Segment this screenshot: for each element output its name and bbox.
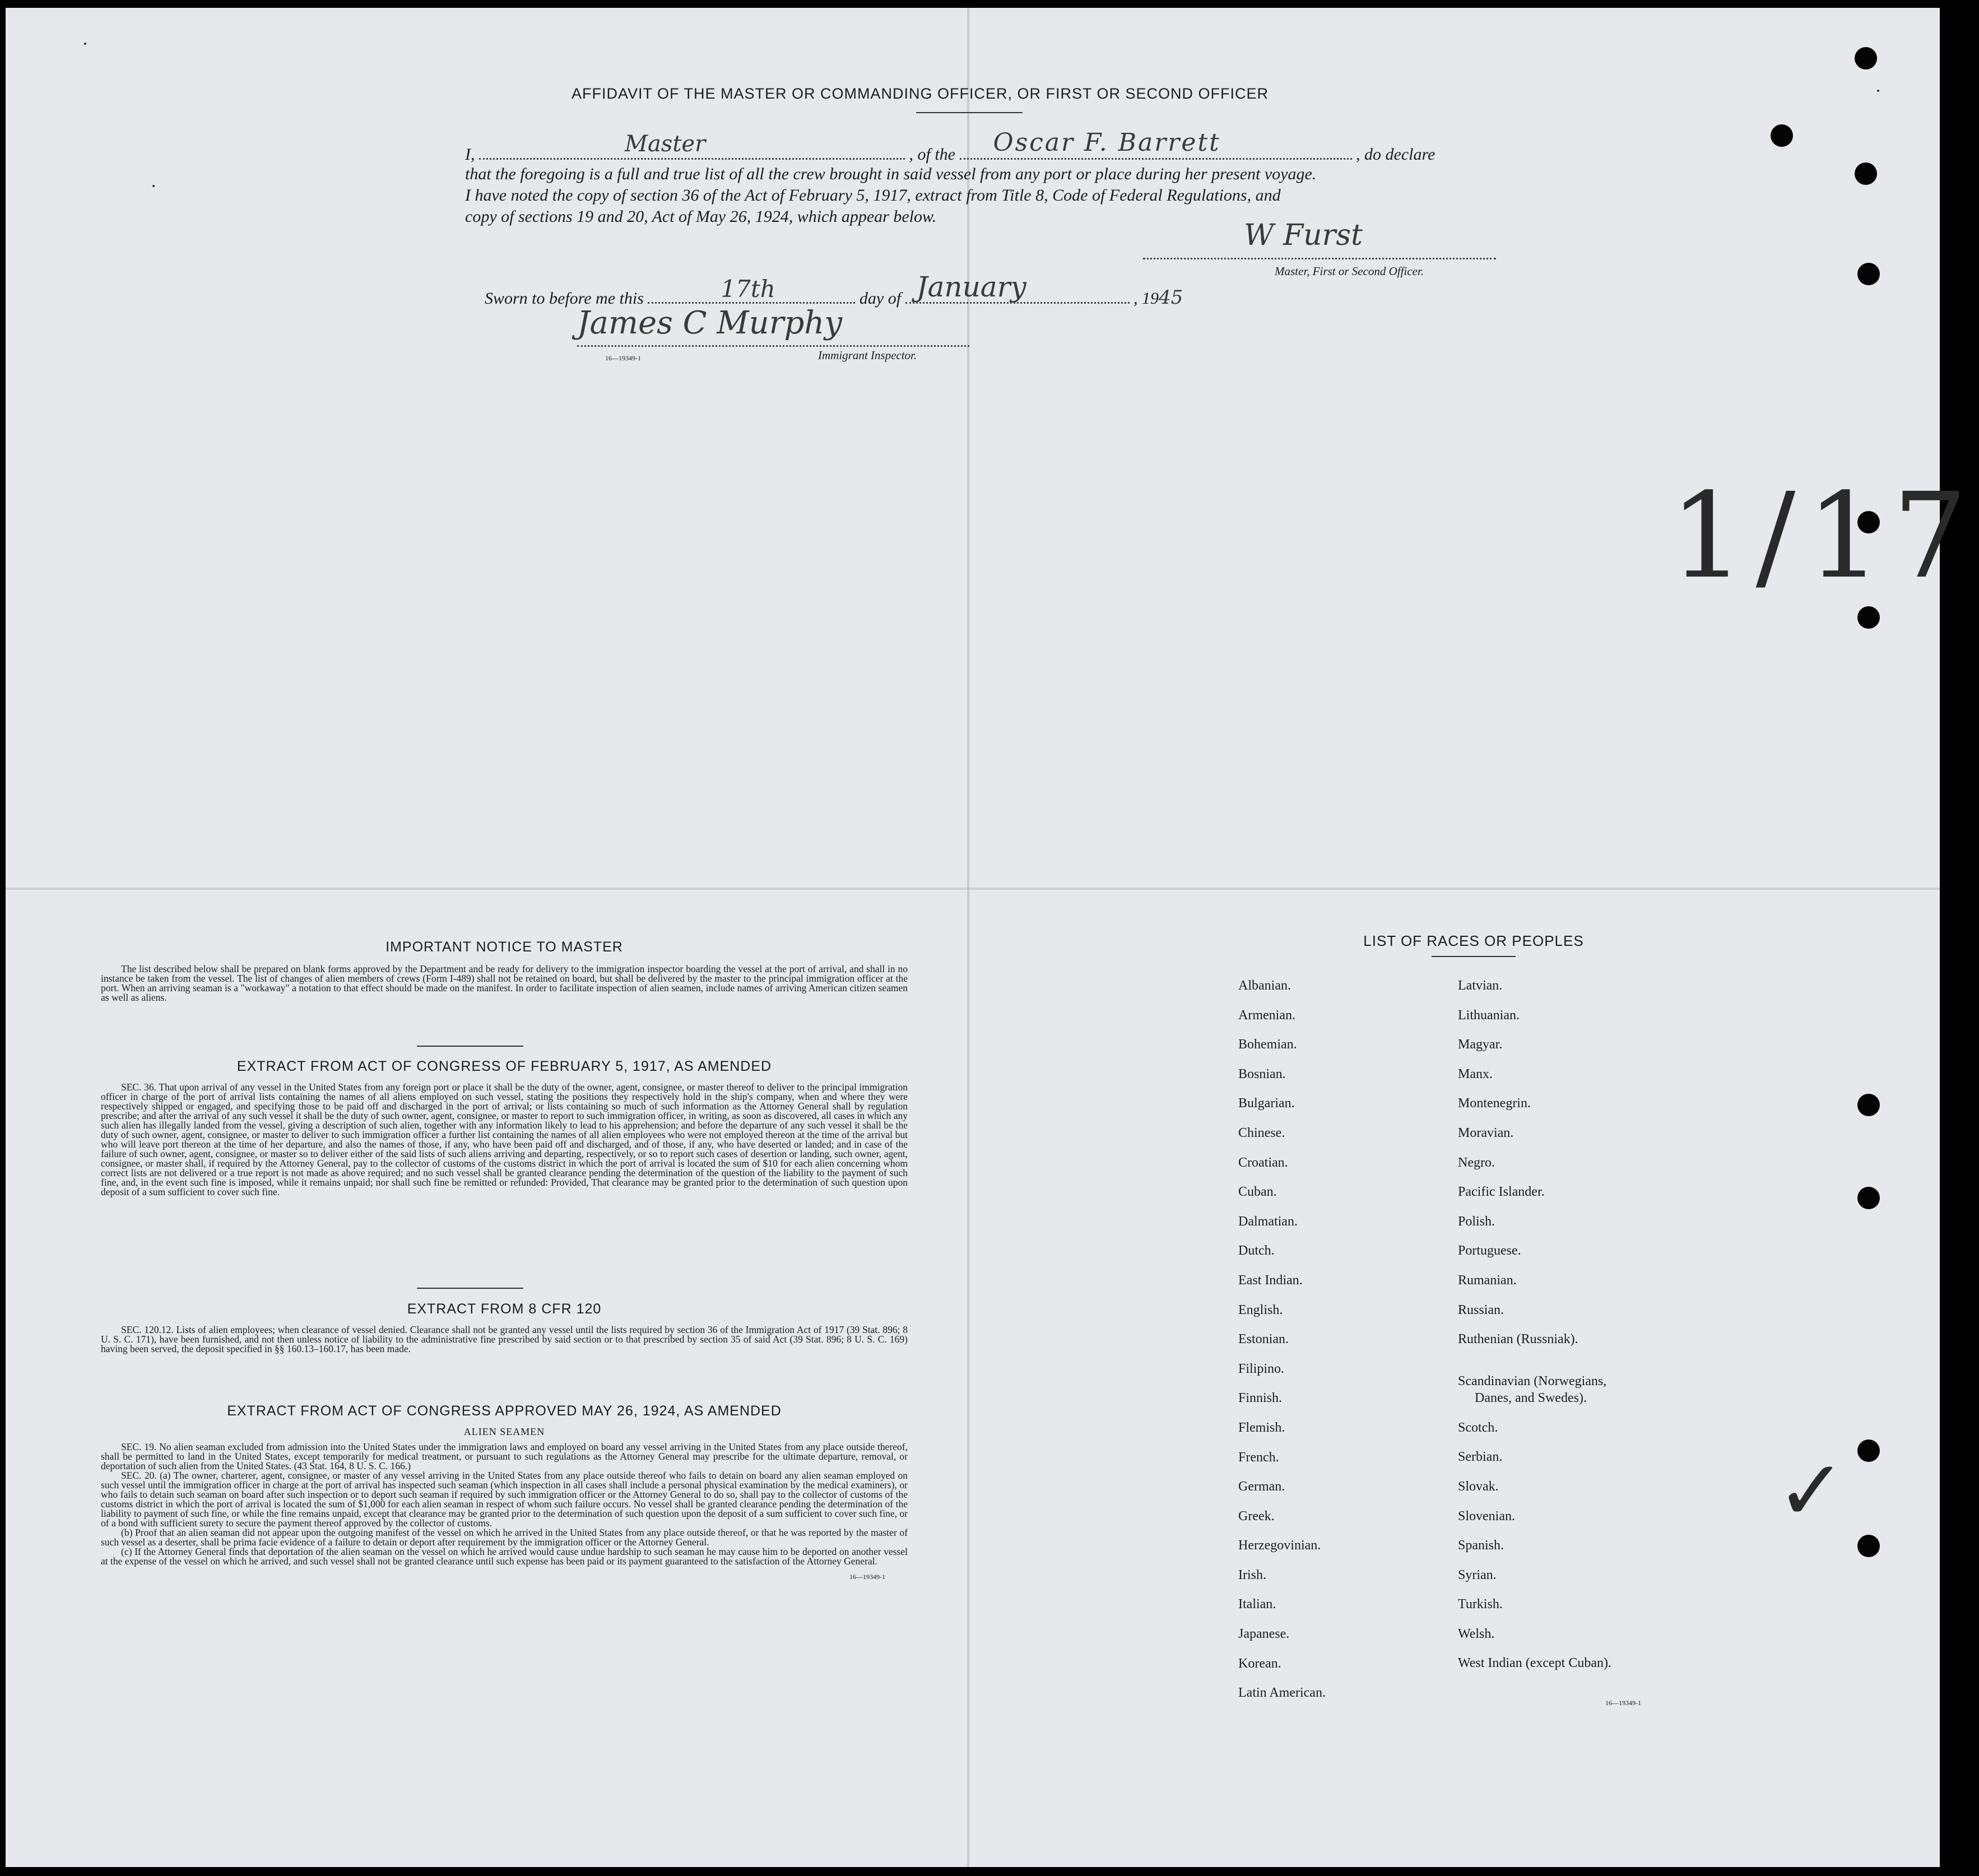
extract-form-number: 16—19349-1 <box>849 1573 885 1581</box>
extract-1924-paragraph: (c) If the Attorney General finds that deportation of the alien seaman on the vessel on which he arrived would cause undue hardship to such seaman he may cause him to be deported on another vessel at the expense of the vessel on which he arrived, and such vessel shall not be granted clearance until such expense has been paid or its payment guaranteed to the satisfaction of the Attorney General. <box>101 1546 908 1567</box>
extract-1924-section <box>101 1403 908 1581</box>
speck <box>152 185 155 187</box>
race-item: Japanese. <box>1238 1627 1290 1642</box>
punch-hole <box>1855 47 1877 69</box>
race-item: English. <box>1238 1302 1283 1317</box>
extract-cfr-section <box>101 1301 908 1354</box>
notice-text <box>101 964 908 1002</box>
affidavit-line-4: copy of sections 19 and 20, Act of May 26, 1924, which appear below. <box>465 207 937 226</box>
extract-cfr-text <box>101 1325 908 1354</box>
section-rule <box>417 1288 523 1289</box>
race-item: Albanian. <box>1238 978 1291 993</box>
race-item: Slovak. <box>1458 1479 1499 1494</box>
affidavit-form-number: 16—19349-1 <box>605 354 641 362</box>
sworn-day: 17th <box>721 275 775 303</box>
race-item: Cuban. <box>1238 1185 1277 1200</box>
race-item: Flemish. <box>1238 1420 1285 1435</box>
sworn-day-of: day of <box>859 289 902 308</box>
extract-cfr-paragraph: SEC. 120.12. Lists of alien employees; when clearance of vessel denied. Clearance shall not be granted any vessel until the lists required by section 36 of the Immigration Act of 1917 (39 Stat. 896; 8 U. S. C. 171), have been furnished, and not then unless notice of liability to the administrative fine prescribed by said section or to that prescribed by section 35 of said Act (39 Stat. 896; 8 U. S. C. 169) having been served, the deposit specified in §§ 160.13–160.17, has been made. <box>101 1324 908 1354</box>
extract-cfr-title: EXTRACT FROM 8 CFR 120 <box>407 1301 602 1317</box>
race-item: Bohemian. <box>1238 1037 1297 1052</box>
officer-signature-line <box>1143 258 1496 259</box>
handwritten-rank: Master <box>625 131 706 157</box>
inspector-signature-line <box>577 345 969 347</box>
affidavit-of-the: , of the <box>909 145 955 164</box>
speck <box>1877 90 1879 92</box>
extract-1924-paragraph: (b) Proof that an alien seaman did not appear upon the outgoing manifest of the vessel on which he arrived in the United States from any place outside thereof, or that he was reported by the master of such vessel as a deserter, shall be prima facie evidence of a failure to detain or deport after requirement by the immigration officer or the Attorney General. <box>101 1527 908 1548</box>
race-item: Turkish. <box>1458 1597 1503 1612</box>
race-item: Finnish. <box>1238 1391 1283 1406</box>
punch-hole <box>1857 1535 1880 1557</box>
race-item: Croatian. <box>1238 1155 1288 1170</box>
inspector-signature: James C Murphy <box>577 305 842 341</box>
race-item: Danes, and Swedes). <box>1475 1390 1587 1405</box>
race-item: Slovenian. <box>1458 1508 1515 1524</box>
punch-hole <box>1857 1187 1880 1209</box>
race-item: Herzegovinian. <box>1238 1538 1321 1553</box>
race-item: Latvian. <box>1458 978 1503 993</box>
sworn-month: January <box>916 271 1026 303</box>
sworn-prefix: Sworn to before me this <box>485 289 644 308</box>
punch-hole <box>1857 263 1880 285</box>
handwritten-page-note: 1/17 <box>1670 467 1979 605</box>
race-item: Scotch. <box>1458 1420 1498 1435</box>
affidavit-do-declare: , do declare <box>1356 145 1436 164</box>
notice-section <box>101 939 908 1002</box>
race-item: Welsh. <box>1458 1626 1495 1641</box>
races-right-column <box>1458 978 1611 1685</box>
document-page <box>6 8 1979 1867</box>
extract-1924-title: EXTRACT FROM ACT OF CONGRESS APPROVED MAY 26, 1924, AS AMENDED <box>227 1403 782 1419</box>
extract-1917-paragraph: SEC. 36. That upon arrival of any vessel in the United States from any foreign port or place it shall be the duty of the owner, agent, consignee, or master thereof to deliver to the principal immigration officer in charge of the port of arrival lists containing the names of all aliens employed on such vessel, stating the positions they respectively hold in the ship's company, when and where they were respectively shipped or engaged, and specifying those to be paid off and discharged in the port of arrival; or lists containing so much of such information as the Attorney General shall by regulation prescribe; and after the arrival of any such vessel it shall be the duty of such owner, agent, consignee, or master to report to such immigration officer, in writing, as soon as discovered, all cases in which any such alien has illegally landed from the vessel, giving a description of such alien, together with any information likely to lead to his apprehension; and before the departure of any such vessel it shall be the duty of such owner, agent, consignee, or master to deliver to such immigration officer a further list containing the names of all alien employees who were not employed thereon at the time of the arrival but who will leave port thereon at the time of her departure, and also the names of those, if any, who have been paid off and discharged, and of those, if any, who have deserted or landed; and in case of the failure of such owner, agent, consignee, or master so to deliver either of the said lists of such aliens arriving and departing, respectively, or so to report such cases of desertion or landing, such owner, agent, consignee, or master shall, if required by the Attorney General, pay to the collector of customs of the customs district in which the port of arrival is located the sum of $10 for each alien concerning whom correct lists are not delivered or a true report is not made as above required; and no such vessel shall be granted clearance pending the determination of the question of the liability to the payment of such fine, and, in the event such fine is imposed, while it remains unpaid; nor shall such fine be remitted or refunded: Provided, That clearance may be granted prior to the determination of such question upon deposit of a sum sufficient to cover such fine. <box>101 1081 908 1197</box>
race-item: Dutch. <box>1238 1243 1275 1259</box>
race-item: Polish. <box>1458 1214 1495 1229</box>
race-item: Bulgarian. <box>1238 1096 1295 1111</box>
race-item: Latin American. <box>1238 1685 1326 1701</box>
race-item: Bosnian. <box>1238 1066 1286 1081</box>
extract-1924-text <box>101 1442 908 1566</box>
officer-label: Master, First or Second Officer. <box>1275 264 1424 278</box>
speck <box>84 43 86 45</box>
sworn-year-prefix: , 19 <box>1133 289 1159 308</box>
extract-1924-subtitle: ALIEN SEAMEN <box>463 1426 545 1437</box>
race-item: Korean. <box>1238 1656 1281 1671</box>
race-item: Italian. <box>1238 1597 1276 1612</box>
race-item: East Indian. <box>1238 1273 1303 1288</box>
race-item: Dalmatian. <box>1238 1214 1298 1229</box>
horizontal-fold-line <box>6 888 1940 890</box>
check-mark-icon: ✓ <box>1776 1442 1847 1540</box>
extract-1917-text <box>101 1083 908 1197</box>
punch-hole <box>1855 162 1877 185</box>
notice-paragraph: The list described below shall be prepared on blank forms approved by the Department and be ready for delivery to the immigration inspector boarding the vessel at the port of arrival, and shall in no instance be taken from the vessel. The list of changes of alien members of crews (Form I-489) shall not be retained on board, but shall be delivered by the master to the principal immigration officer at the port. When an arriving seaman is a "workaway" a notation to that effect should be made on the manifest. In order to facilitate inspection of alien seamen, include names of arriving American citizen seamen as well as aliens. <box>101 963 908 1003</box>
race-item: Scandinavian (Norwegians, <box>1458 1373 1607 1389</box>
races-form-number: 16—19349-1 <box>1605 1699 1641 1707</box>
race-item: Greek. <box>1238 1508 1275 1524</box>
title-rule <box>916 112 1023 113</box>
race-item: French. <box>1238 1450 1279 1465</box>
race-item: Chinese. <box>1238 1125 1285 1140</box>
races-left-column <box>1238 978 1326 1715</box>
race-item: Estonian. <box>1238 1332 1289 1347</box>
race-item: Montenegrin. <box>1458 1096 1531 1111</box>
race-item: Magyar. <box>1458 1037 1503 1052</box>
punch-hole <box>1857 1094 1880 1116</box>
race-item: Armenian. <box>1238 1007 1295 1023</box>
affidavit-line-2: that the foregoing is a full and true list of all the crew brought in said vessel from any port or place during her present voyage. <box>465 165 1317 183</box>
race-item: Pacific Islander. <box>1458 1185 1545 1200</box>
race-item: Rumanian. <box>1458 1273 1517 1288</box>
extract-1924-paragraph: SEC. 20. (a) The owner, charterer, agent, consignee, or master of any vessel arriving in the United States from any place outside thereof who fails to detain on board any alien seaman employed on such vessel until the immigration officer in charge at the port of arrival has inspected such seaman (which inspection in all cases shall include a personal physical examination by the medical examiners), or who fails to detain such seaman on board after such inspection or to deport such seaman if required by such immigration officer or the Attorney General to do so, shall pay to the collector of customs of the customs district in which the port of arrival is located the sum of $1,000 for each alien seaman in respect of whom such failure occurs. No vessel shall be granted clearance pending the determination of the liability to payment of such fine, or while the fine remains unpaid, except that clearance may be granted prior to the determination of such question upon the deposit of a sum sufficient to cover such fine, or of a bond with sufficient surety to secure the payment thereof approved by the collector of customs. <box>101 1470 908 1529</box>
race-item: Lithuanian. <box>1458 1007 1520 1023</box>
race-item: Syrian. <box>1458 1567 1497 1582</box>
races-title-rule <box>1432 956 1516 957</box>
officer-signature: W Furst <box>1244 219 1363 252</box>
punch-hole <box>1857 606 1880 629</box>
race-item: German. <box>1238 1479 1285 1494</box>
punch-hole <box>1771 124 1793 147</box>
races-title: LIST OF RACES OR PEOPLES <box>1363 932 1584 949</box>
section-rule <box>417 1046 523 1047</box>
extract-1917-title: EXTRACT FROM ACT OF CONGRESS OF FEBRUARY 5, 1917, AS AMENDED <box>236 1058 772 1074</box>
race-item: Negro. <box>1458 1155 1495 1170</box>
notice-title: IMPORTANT NOTICE TO MASTER <box>385 939 623 955</box>
extract-1917-section <box>101 1058 908 1197</box>
sworn-year-suffix: 45 <box>1159 286 1183 309</box>
inspector-label: Immigrant Inspector. <box>818 349 917 362</box>
handwritten-vessel-name: Oscar F. Barrett <box>993 128 1221 157</box>
race-item: West Indian (except Cuban). <box>1458 1656 1611 1671</box>
race-item: Serbian. <box>1458 1450 1503 1465</box>
race-item: Irish. <box>1238 1567 1266 1582</box>
race-item: Portuguese. <box>1458 1243 1521 1259</box>
affidavit-title: AFFIDAVIT OF THE MASTER OR COMMANDING OFFICER, OR FIRST OR SECOND OFFICER <box>572 85 1269 102</box>
race-item: Filipino. <box>1238 1361 1285 1376</box>
punch-hole <box>1857 1439 1880 1462</box>
race-item: Moravian. <box>1458 1125 1514 1140</box>
race-item: Ruthenian (Russniak). <box>1458 1332 1578 1347</box>
extract-1924-paragraph: SEC. 19. No alien seaman excluded from admission into the United States under the immigration laws and employed on board any vessel arriving in the United States from any place outside thereof, shall be permitted to land in the United States, except temporarily for medical treatment, or pursuant to such regulations as the Attorney General may prescribe for the ultimate departure, removal, or deportation of such alien from the United States. (43 Stat. 164, 8 U. S. C. 166.) <box>101 1441 908 1471</box>
race-item: Russian. <box>1458 1302 1504 1317</box>
affidavit-prefix: I, <box>465 145 475 164</box>
affidavit-line-3: I have noted the copy of section 36 of the Act of February 5, 1917, extract from Title 8, Code of Federal Regulations, and <box>465 186 1281 205</box>
race-item: Manx. <box>1458 1066 1493 1081</box>
race-item: Spanish. <box>1458 1538 1504 1553</box>
